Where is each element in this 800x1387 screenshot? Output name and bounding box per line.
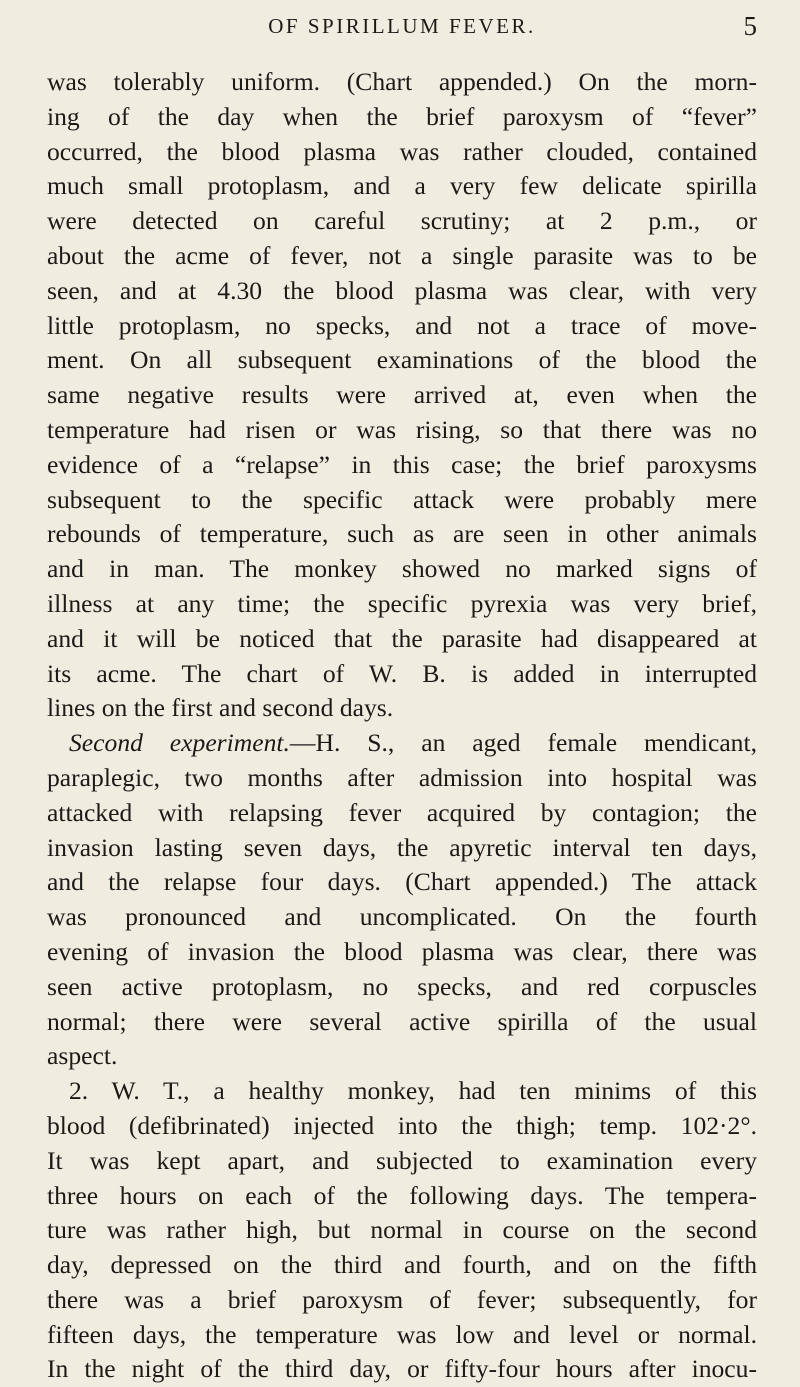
text-line: evidence of a “relapse” in this case; the brief paroxysms xyxy=(47,449,757,479)
text-line: It was kept apart, and subjected to examination every xyxy=(47,1145,757,1175)
text-line: normal; there were several active spirilla of the usual xyxy=(47,1006,757,1036)
second-experiment-first-line xyxy=(47,726,757,761)
text-line: occurred, the blood plasma was rather clouded, contained xyxy=(47,136,757,166)
text-line: temperature had risen or was rising, so that there was no xyxy=(47,414,757,444)
text-line: seen active protoplasm, no specks, and red corpuscles xyxy=(47,971,757,1001)
text-line: ment. On all subsequent examinations of the blood the xyxy=(47,345,757,375)
second-experiment-heading: Second experiment. xyxy=(69,728,290,758)
text-line: little protoplasm, no specks, and not a trace of move- xyxy=(47,310,757,340)
text-line: rebounds of temperature, such as are seen in other animals xyxy=(47,519,757,549)
text-line: about the acme of fever, not a single parasite was to be xyxy=(47,240,757,270)
text-line: three hours on each of the following days. The tempera- xyxy=(47,1180,757,1210)
text-line: ture was rather high, but normal in course on the second xyxy=(47,1215,757,1245)
text-line: subsequent to the specific attack were probably mere xyxy=(47,484,757,514)
text-line: evening of invasion the blood plasma was clear, there was xyxy=(47,936,757,966)
text-line: seen, and at 4.30 the blood plasma was clear, with very xyxy=(47,275,757,305)
text-line: much small protoplasm, and a very few delicate spirilla xyxy=(47,171,757,201)
text-line: there was a brief paroxysm of fever; subsequently, for xyxy=(47,1284,757,1314)
text-line: aspect. xyxy=(47,1041,118,1071)
text-line: and in man. The monkey showed no marked signs of xyxy=(47,554,757,584)
body-text xyxy=(47,65,757,1387)
text-line: In the night of the third day, or fifty-four hours after inocu- xyxy=(47,1354,757,1384)
running-title: OF SPIRILLUM FEVER. xyxy=(268,14,536,38)
paragraph-2-first-line: 2. W. T., a healthy monkey, had ten minims of this xyxy=(69,1076,757,1106)
page-number: 5 xyxy=(743,11,757,41)
text-line: illness at any time; the specific pyrexia was very brief, xyxy=(47,588,757,618)
text-line: was tolerably uniform. (Chart appended.) On the morn- xyxy=(47,67,757,96)
text-line: lines on the first and second days. xyxy=(47,693,394,723)
running-head xyxy=(47,11,757,50)
text-line: same negative results were arrived at, even when the xyxy=(47,380,757,410)
text-line: its acme. The chart of W. B. is added in interrupted xyxy=(47,658,757,688)
text-line: attacked with relapsing fever acquired by contagion; the xyxy=(47,797,757,827)
text-line: ing of the day when the brief paroxysm of “fever” xyxy=(47,101,757,131)
text-line: was pronounced and uncomplicated. On the fourth xyxy=(47,902,757,932)
text-line: paraplegic, two months after admission into hospital was xyxy=(47,762,757,792)
text-line: invasion lasting seven days, the apyretic interval ten days, xyxy=(47,832,757,862)
text-line: were detected on careful scrutiny; at 2 p.m., or xyxy=(47,206,757,236)
second-experiment-intro: —H. S., an aged female mendicant, xyxy=(289,728,757,758)
text-line: and the relapse four days. (Chart appended.) The attack xyxy=(47,867,757,897)
text-line: and it will be noticed that the parasite had disappeared at xyxy=(47,623,757,653)
text-line: blood (defibrinated) injected into the thigh; temp. 102·2°. xyxy=(47,1110,757,1140)
text-line: day, depressed on the third and fourth, and on the fifth xyxy=(47,1250,757,1280)
text-line: fifteen days, the temperature was low and level or normal. xyxy=(47,1319,757,1349)
